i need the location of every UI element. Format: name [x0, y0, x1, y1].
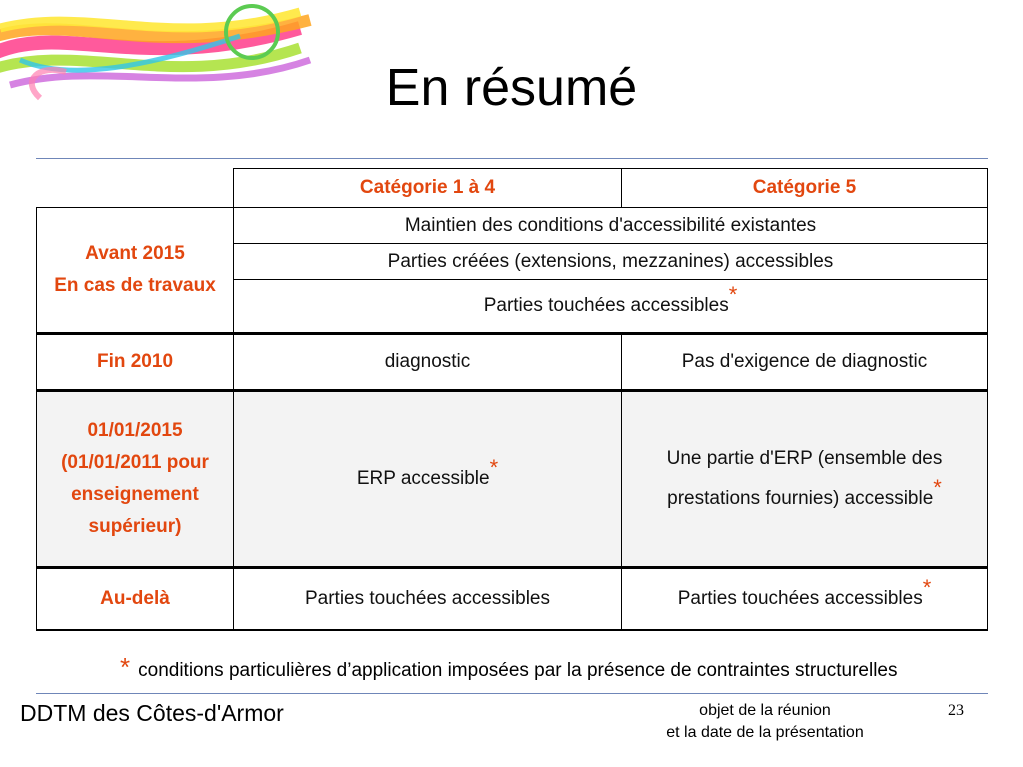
cell-erp-accessible — [234, 391, 622, 568]
cell-au-dela-cat-1-4: Parties touchées accessibles — [234, 568, 622, 631]
cell-parties-touchees — [234, 280, 988, 334]
meeting-line: et la date de la présentation — [666, 724, 864, 741]
asterisk-marker: * — [728, 281, 738, 307]
slide-title: En résumé — [385, 59, 638, 117]
row-head-2015 — [37, 391, 234, 568]
cell-partie-erp — [622, 391, 988, 568]
table-row — [37, 208, 988, 244]
header-row — [37, 169, 988, 208]
row-head-line: En cas de travaux — [54, 275, 216, 296]
footer-organization: DDTM des Côtes-d'Armor — [20, 700, 284, 726]
footnote-marker: * — [120, 652, 131, 682]
row-head-line: enseignement — [71, 484, 199, 505]
summary-table — [36, 168, 988, 631]
header-cat-5: Catégorie 5 — [622, 169, 988, 208]
row-head-line: 01/01/2015 — [87, 420, 183, 441]
header-cat-1-4: Catégorie 1 à 4 — [234, 169, 622, 208]
row-head-au-dela: Au-delà — [37, 568, 234, 631]
cell-au-dela-cat-5 — [622, 568, 988, 631]
asterisk-marker: * — [489, 454, 499, 480]
table-row — [37, 391, 988, 568]
asterisk-marker: * — [933, 474, 942, 500]
row-head-avant-2015 — [37, 208, 234, 334]
cell-maintien: Maintien des conditions d'accessibilité existantes — [234, 208, 988, 244]
cell-pas-exigence: Pas d'exigence de diagnostic — [622, 334, 988, 391]
cell-text: Parties touchées accessibles — [677, 588, 923, 609]
footnote-text: conditions particulières d’application imposées par la présence de contraintes structurelles — [138, 660, 898, 681]
row-head-line: supérieur) — [88, 516, 182, 537]
footer-meeting-info — [640, 700, 890, 744]
cell-diagnostic: diagnostic — [234, 334, 622, 391]
page-number: 23 — [948, 702, 964, 719]
cell-text: ERP accessible — [356, 468, 490, 489]
row-head-line: Avant 2015 — [85, 243, 185, 264]
row-head-line: (01/01/2011 pour — [61, 452, 209, 473]
cell-text: prestations fournies) accessible — [667, 488, 934, 509]
cell-text: Parties touchées accessibles — [483, 295, 729, 316]
title-divider — [36, 158, 988, 159]
footer-divider — [36, 693, 988, 694]
row-head-fin-2010: Fin 2010 — [37, 334, 234, 391]
cell-parties-creees: Parties créées (extensions, mezzanines) accessibles — [234, 244, 988, 280]
corner-cell — [37, 169, 234, 208]
meeting-line: objet de la réunion — [699, 702, 831, 719]
asterisk-marker: * — [922, 574, 932, 600]
footnote — [120, 652, 897, 683]
cell-text: Une partie d'ERP (ensemble des — [666, 448, 943, 469]
table-row — [37, 334, 988, 391]
table-row — [37, 568, 988, 631]
